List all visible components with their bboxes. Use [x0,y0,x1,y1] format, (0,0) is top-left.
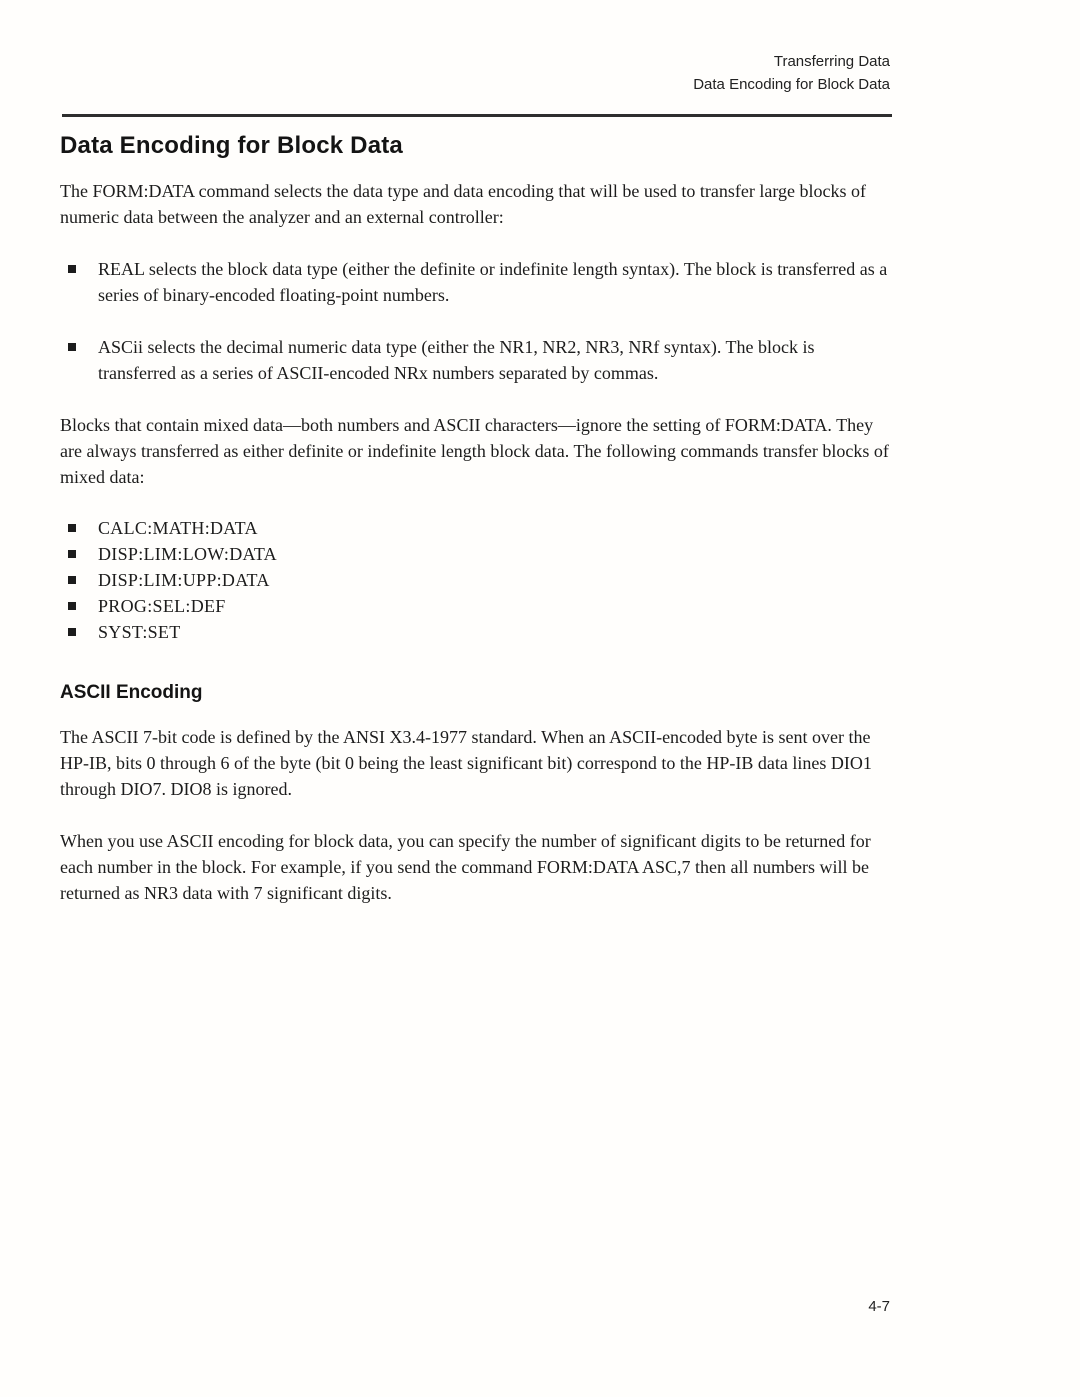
square-bullet-icon [68,628,76,636]
header-rule [62,114,892,117]
running-header [693,50,890,96]
command-text: SYST:SET [98,622,181,642]
ascii-paragraph-1: The ASCII 7-bit code is defined by the ANSI X3.4-1977 standard. When an ASCII-encoded byte is sent over the HP-IB, bits 0 through 6 of the byte (bit 0 being the least significant bit) correspond to the HP-IB data lines DIO1 through DIO7. DIO8 is ignored. [60,727,872,799]
command-text: CALC:MATH:DATA [98,518,258,538]
square-bullet-icon [68,602,76,610]
bullet-text: REAL selects the block data type (either the definite or indefinite length syntax). The block is transferred as a series of binary-encoded floating-point numbers. [98,259,888,305]
square-bullet-icon [68,265,76,273]
running-header-subsection: Data Encoding for Block Data [693,76,890,93]
square-bullet-icon [68,550,76,558]
command-item [60,620,892,644]
bullet-item [60,334,892,386]
command-text: PROG:SEL:DEF [98,596,226,616]
square-bullet-icon [68,576,76,584]
ascii-encoding-heading: ASCII Encoding [60,682,203,703]
command-text: DISP:LIM:LOW:DATA [98,544,277,564]
mixed-data-paragraph: Blocks that contain mixed data—both numbers and ASCII characters—ignore the setting of FORM:DATA. They are always transferred as either definite or indefinite length block data. The following commands transfer blocks of mixed data: [60,415,889,487]
intro-paragraph: The FORM:DATA command selects the data type and data encoding that will be used to transfer large blocks of numeric data between the analyzer and an external controller: [60,181,867,227]
page-number: 4-7 [868,1298,890,1315]
page-title: Data Encoding for Block Data [60,132,403,159]
command-text: DISP:LIM:UPP:DATA [98,570,270,590]
command-item [60,568,892,592]
command-list [60,516,892,644]
ascii-paragraph-2: When you use ASCII encoding for block data, you can specify the number of significant digits to be returned for each number in the block. For example, if you send the command FORM:DATA ASC,7 then all numbers will be returned as NR3 data with 7 significant digits. [60,831,871,903]
square-bullet-icon [68,343,76,351]
command-item [60,516,892,540]
running-header-section: Transferring Data [773,53,890,70]
page-content [60,132,892,932]
square-bullet-icon [68,524,76,532]
bullet-text: ASCii selects the decimal numeric data type (either the NR1, NR2, NR3, NRf syntax). The block is transferred as a series of ASCII-encoded NRx numbers separated by commas. [98,337,815,383]
command-item [60,542,892,566]
command-item [60,594,892,618]
bullet-item [60,256,892,308]
